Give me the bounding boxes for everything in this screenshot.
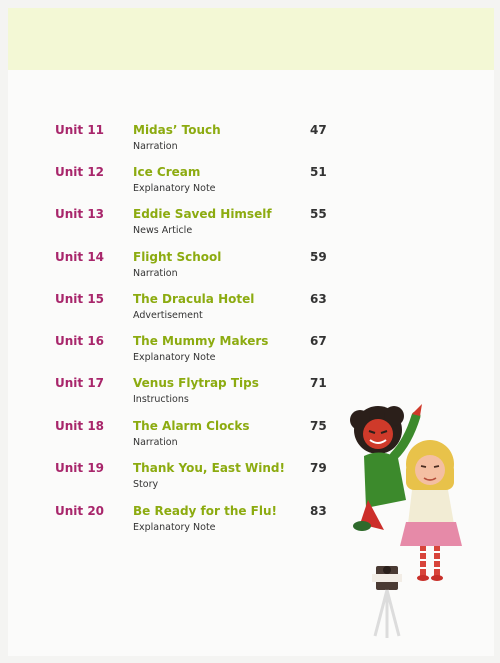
unit-label: Unit 14 [55, 250, 105, 264]
lesson-title[interactable]: The Alarm Clocks [133, 419, 250, 433]
page-number: 83 [310, 504, 327, 518]
lesson-title[interactable]: The Dracula Hotel [133, 292, 255, 306]
unit-label: Unit 19 [55, 461, 105, 475]
girl-figure [400, 440, 462, 581]
page-number: 75 [310, 419, 327, 433]
lesson-genre: Narration [133, 268, 178, 279]
lesson-genre: News Article [133, 225, 193, 236]
lesson-title[interactable]: Flight School [133, 250, 222, 264]
lesson-genre: Narration [133, 437, 178, 448]
lesson-title[interactable]: Be Ready for the Flu! [133, 504, 278, 518]
lesson-genre: Explanatory Note [133, 183, 216, 194]
toc-row[interactable] [8, 165, 494, 199]
toc-row[interactable] [8, 334, 494, 368]
page-number: 71 [310, 376, 327, 390]
page-number: 67 [310, 334, 327, 348]
unit-label: Unit 13 [55, 207, 105, 221]
unit-label: Unit 16 [55, 334, 105, 348]
unit-label: Unit 17 [55, 376, 105, 390]
toc-row[interactable] [8, 207, 494, 241]
lesson-genre: Advertisement [133, 310, 203, 321]
lesson-genre: Narration [133, 141, 178, 152]
unit-label: Unit 18 [55, 419, 105, 433]
lesson-title[interactable]: Ice Cream [133, 165, 201, 179]
unit-label: Unit 20 [55, 504, 105, 518]
page-number: 55 [310, 207, 327, 221]
page-number: 79 [310, 461, 327, 475]
lesson-genre: Instructions [133, 394, 189, 405]
lesson-genre: Explanatory Note [133, 352, 216, 363]
lesson-title[interactable]: Eddie Saved Himself [133, 207, 272, 221]
lesson-title[interactable]: The Mummy Makers [133, 334, 269, 348]
page-number: 51 [310, 165, 327, 179]
lesson-title[interactable]: Thank You, East Wind! [133, 461, 285, 475]
page-number: 47 [310, 123, 327, 137]
lesson-title[interactable]: Venus Flytrap Tips [133, 376, 259, 390]
book-page [8, 8, 494, 656]
kids-illustration [348, 404, 472, 644]
unit-label: Unit 11 [55, 123, 105, 137]
lesson-genre: Story [133, 479, 159, 490]
page-number: 63 [310, 292, 327, 306]
lesson-genre: Explanatory Note [133, 522, 216, 533]
lesson-title[interactable]: Midas’ Touch [133, 123, 221, 137]
toc-row[interactable] [8, 123, 494, 157]
camera-on-tripod [372, 566, 402, 638]
toc-row[interactable] [8, 292, 494, 326]
unit-label: Unit 15 [55, 292, 105, 306]
page-number: 59 [310, 250, 327, 264]
unit-label: Unit 12 [55, 165, 105, 179]
toc-row[interactable] [8, 250, 494, 284]
